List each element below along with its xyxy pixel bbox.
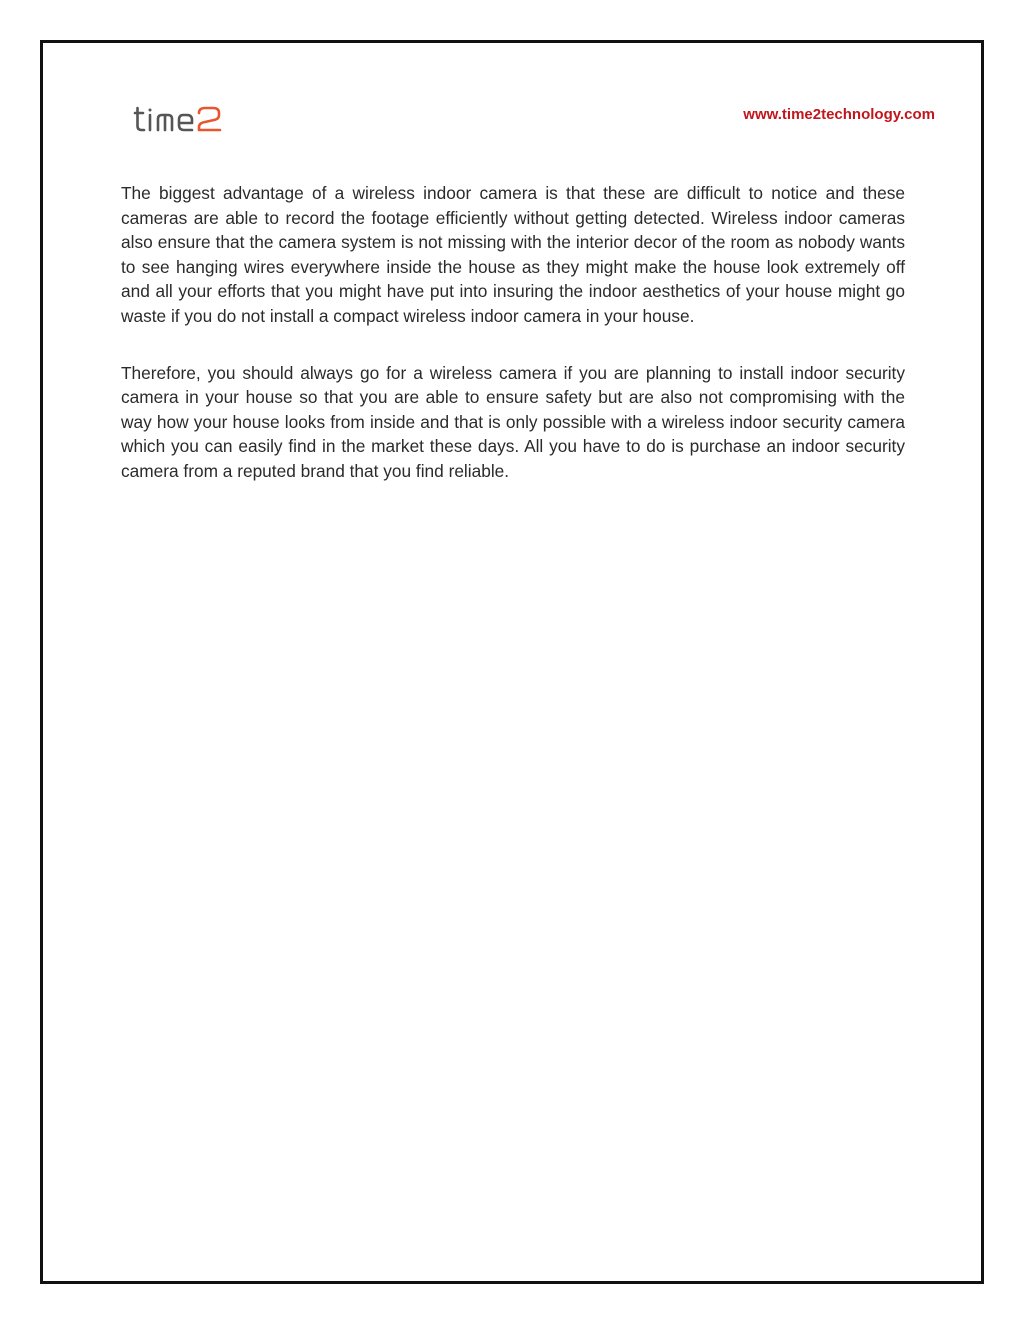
- logo-dot: [149, 109, 152, 112]
- paragraph-2: Therefore, you should always go for a wireless camera if you are planning to install indoor security camera in your house so that you are able to ensure safety but are also not compromising with the way how your house looks from inside and that is only possible with a wireless indoor security camera which you can easily find in the market these days. All you have to do is purchase an indoor security camera from a reputed brand that you find reliable.: [121, 362, 905, 481]
- page-frame: [40, 40, 984, 1284]
- time2-logo: [131, 105, 235, 133]
- article-body: [121, 181, 905, 516]
- paragraph-1: The biggest advantage of a wireless indoor camera is that these are difficult to notice and these cameras are able to record the footage efficiently without getting detected. Wireless indoor cameras also ensure that the camera system is not missing with the interior decor of the room as nobody wants to see hanging wires everywhere inside the house as they might make the house look extremely off and all your efforts that you might have put into insuring the indoor aesthetics of your house might go waste if you do not install a compact wireless indoor camera in your house.: [121, 183, 905, 326]
- website-link[interactable]: www.time2technology.com: [743, 106, 935, 123]
